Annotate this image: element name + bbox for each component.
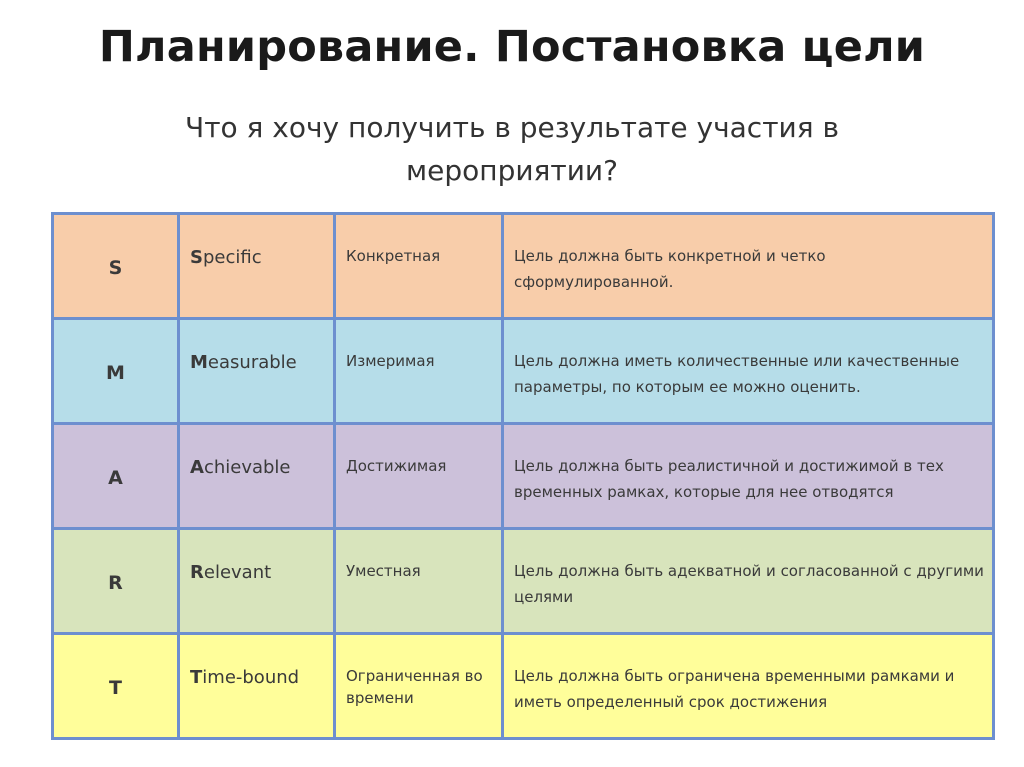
english-term-cell (179, 424, 335, 529)
table-row-achievable (53, 424, 994, 529)
russian-term-cell: Измеримая (335, 319, 503, 424)
russian-term-cell: Конкретная (335, 214, 503, 319)
russian-term-cell: Достижимая (335, 424, 503, 529)
description-cell: Цель должна быть адекватной и согласованной с другими целями (503, 529, 994, 634)
letter-cell (53, 214, 179, 319)
letter-label: A (108, 467, 123, 489)
english-term-cell (179, 634, 335, 739)
term-rest: ime-bound (202, 667, 300, 688)
term-initial: A (190, 457, 204, 478)
description-cell: Цель должна быть конкретной и четко сформулированной. (503, 214, 994, 319)
slide-title: Планирование. Постановка цели (98, 22, 926, 72)
letter-cell (53, 319, 179, 424)
term-rest: elevant (203, 562, 272, 583)
table-row-time-bound (53, 634, 994, 739)
russian-term-cell: Ограниченная во времени (335, 634, 503, 739)
table-row-specific (53, 214, 994, 319)
english-term-cell (179, 319, 335, 424)
term-rest: easurable (207, 352, 297, 373)
table-row-relevant (53, 529, 994, 634)
description-cell: Цель должна быть ограничена временными рамками и иметь определенный срок достижения (503, 634, 994, 739)
slide-subtitle: Что я хочу получить в результате участия в мероприятии? (185, 111, 839, 187)
term-rest: pecific (202, 247, 262, 268)
table-row-measurable (53, 319, 994, 424)
term-initial: T (190, 667, 203, 688)
smart-table (51, 212, 995, 740)
letter-label: T (109, 677, 122, 699)
letter-label: S (108, 257, 123, 279)
letter-label: M (106, 362, 125, 384)
term-rest: chievable (203, 457, 291, 478)
term-initial: M (190, 352, 208, 373)
letter-cell (53, 529, 179, 634)
english-term-cell (179, 214, 335, 319)
term-initial: S (190, 247, 203, 268)
letter-label: R (108, 572, 123, 594)
russian-term-cell: Уместная (335, 529, 503, 634)
description-cell: Цель должна иметь количественные или качественные параметры, по которым ее можно оценить. (503, 319, 994, 424)
english-term-cell (179, 529, 335, 634)
letter-cell (53, 424, 179, 529)
term-initial: R (190, 562, 204, 583)
description-cell: Цель должна быть реалистичной и достижимой в тех временных рамках, которые для нее отводятся (503, 424, 994, 529)
letter-cell (53, 634, 179, 739)
